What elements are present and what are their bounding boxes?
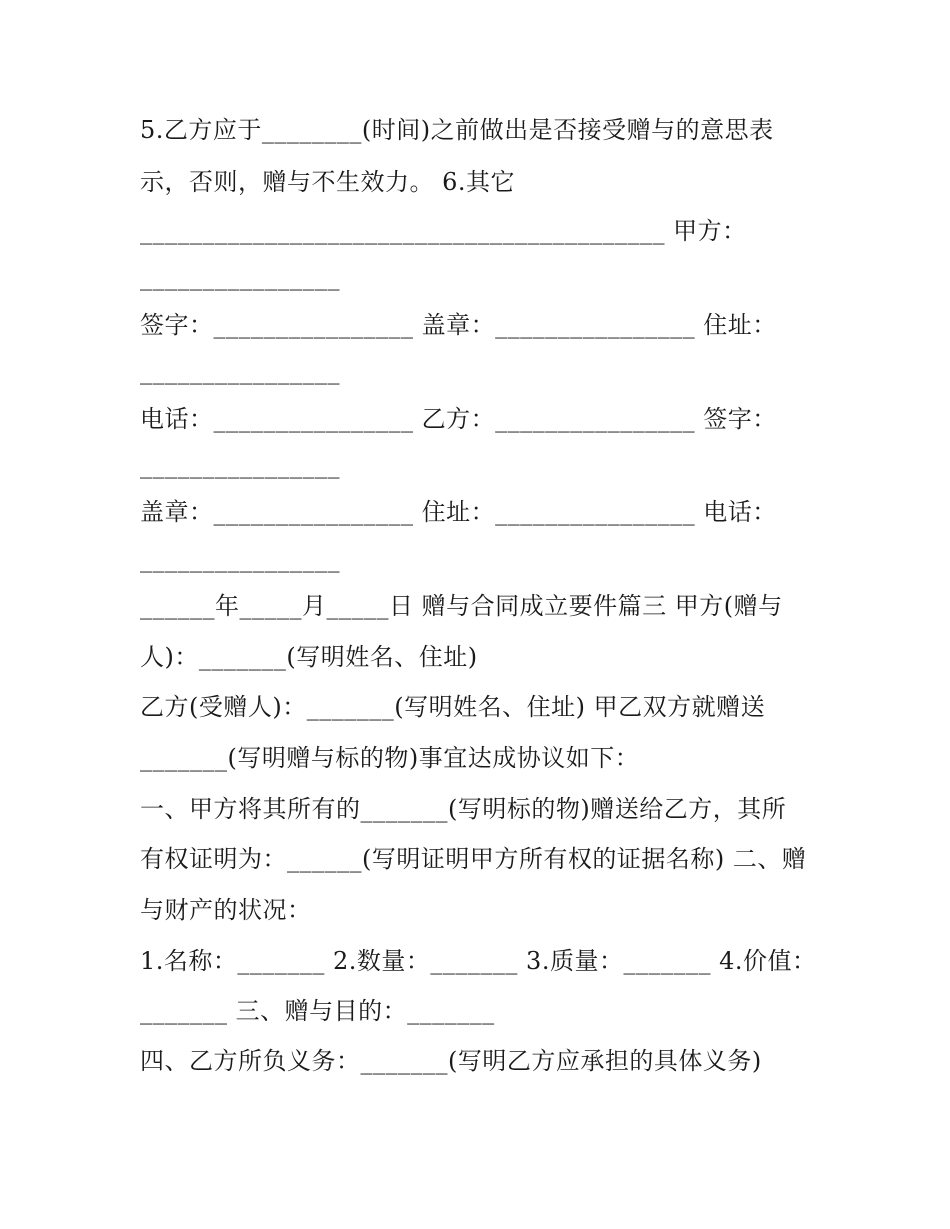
text-line-14: _______(写明赠与标的物)事宜达成协议如下： [140,744,640,772]
text-line-20: 四、乙方所负义务：_______(写明乙方应承担的具体义务) [140,1047,762,1075]
text-line-19: _______ 三、赠与目的：_______ [140,997,495,1025]
text-line-11: ______年_____月_____日 赠与合同成立要件篇三 甲方(赠与 [140,592,783,620]
text-line-9: 盖章：________________ 住址：________________ 电话： [140,498,777,526]
text-line-13: 乙方(受赠人)：_______(写明姓名、住址) 甲乙双方就赠送 [140,693,766,721]
text-line-17: 与财产的状况： [140,896,312,924]
text-line-1: 5.乙方应于________(时间)之前做出是否接受赠与的意思表 [140,116,774,144]
text-line-6: ________________ [140,357,340,385]
text-line-8: ________________ [140,451,340,479]
text-line-18: 1.名称：_______ 2.数量：_______ 3.质量：_______ 4.价值： [140,947,817,975]
text-line-2: 示，否则，赠与不生效力。 6.其它 [140,168,516,196]
text-line-3: __________________________________________ 甲方： [140,217,747,245]
text-line-15: 一、甲方将其所有的_______(写明标的物)赠送给乙方，其所 [140,795,787,823]
text-line-10: ________________ [140,545,340,573]
text-line-12: 人)：_______(写明姓名、住址) [140,643,478,671]
text-line-4: ________________ [140,263,340,291]
text-line-5: 签字：________________ 盖章：________________ 住址： [140,311,777,339]
text-line-7: 电话：________________ 乙方：________________ 签字： [140,405,777,433]
text-line-16: 有权证明为：______(写明证明甲方所有权的证据名称) 二、赠 [140,845,807,873]
